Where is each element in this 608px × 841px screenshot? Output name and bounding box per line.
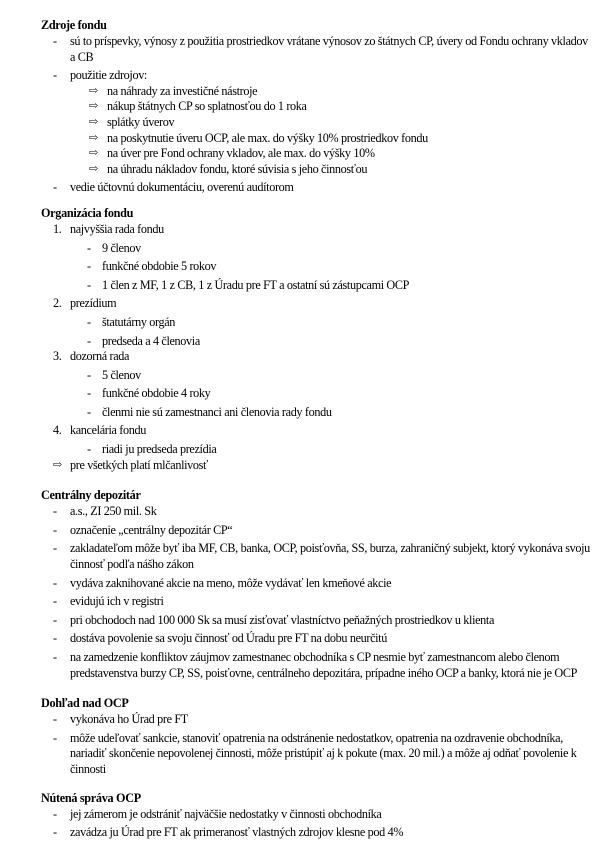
list-item: - vydáva zaknihované akcie na meno, môže vydávať len kmeňové akcie — [53, 575, 392, 590]
arrow-right-icon: ⇨ — [53, 458, 62, 471]
dash-bullet: - — [53, 504, 57, 519]
dash-bullet: - — [87, 386, 91, 401]
section-heading: Zdroje fondu — [41, 18, 107, 32]
dash-bullet: - — [53, 730, 57, 745]
dash-bullet: - — [87, 277, 91, 292]
arrow-right-icon: ⇨ — [89, 100, 98, 113]
dash-bullet: - — [53, 612, 57, 627]
dash-bullet: - — [87, 240, 91, 255]
dash-bullet: - — [87, 259, 91, 274]
sub-list-item: - členmi nie sú zamestnanci ani členovia rady fondu — [87, 404, 332, 419]
dash-bullet: - — [53, 541, 57, 556]
dash-bullet: - — [53, 34, 57, 48]
arrow-right-icon: ⇨ — [89, 147, 98, 160]
numbered-item: 4. kancelária fondu — [53, 423, 146, 438]
sub-list-item: - 9 členov — [87, 240, 141, 255]
dash-bullet: - — [53, 825, 57, 840]
dash-bullet: - — [53, 631, 57, 646]
section-heading: Organizácia fondu — [41, 205, 134, 220]
section-zdroje-fondu — [41, 17, 608, 196]
arrow-right-icon: ⇨ — [89, 162, 98, 175]
dash-bullet: - — [53, 650, 57, 664]
dash-bullet: - — [87, 367, 91, 382]
dash-bullet: - — [53, 806, 57, 821]
section-nutena-sprava-ocp — [41, 790, 608, 841]
note-item: ⇨ pre všetkých platí mlčanlivosť — [53, 457, 208, 472]
list-item: - na zamedzenie konfliktov záujmov zamestnanec obchodníka s CP nesmie byť zamestnancom alebo členom predstavenstva burzy CP, SS, poisťovne, centrálneho depozitára, prípadne iného OCP a banky, ktorá nie je OCP — [53, 650, 578, 680]
sub-list-item: - 1 člen z MF, 1 z CB, 1 z Úradu pre FT a ostatní sú zástupcami OCP — [87, 277, 410, 292]
arrow-right-icon: ⇨ — [89, 131, 98, 144]
list-item: - zavádza ju Úrad pre FT ak primeranosť vlastných zdrojov klesne pod 4% — [53, 825, 404, 840]
dash-bullet: - — [87, 314, 91, 329]
numbered-item: 1. najvyššia rada fondu — [53, 221, 164, 236]
sub-list-item: - riadi ju predseda prezídia — [87, 442, 217, 457]
section-heading: Dohľad nad OCP — [41, 696, 129, 711]
sub-list-item: - funkčné obdobie 4 roky — [87, 386, 211, 401]
list-item: - a.s., ZI 250 mil. Sk — [53, 504, 157, 519]
dash-bullet: - — [87, 404, 91, 419]
sub-list-item: - štatutárny orgán — [87, 314, 176, 329]
list-item: - pri obchodoch nad 100 000 Sk sa musí zisťovať vlastníctvo peňažných prostriedkov u klienta — [53, 612, 495, 627]
dash-bullet: - — [53, 180, 57, 195]
section-heading: Nútená správa OCP — [41, 790, 141, 805]
dash-bullet: - — [53, 68, 57, 83]
arrow-right-icon: ⇨ — [89, 84, 98, 97]
list-item: - zakladateľom môže byť iba MF, CB, banka, OCP, poisťovňa, SS, burza, zahraničný subjekt, ktorý vykonáva svoju činnosť podľa nášho zákon — [53, 541, 590, 572]
numbered-item: 3. dozorná rada — [53, 349, 130, 364]
list-item: - dostáva povolenie sa svoju činnosť od Úradu pre FT na dobu neurčitú — [53, 631, 387, 646]
sub-list-item: - 5 členov — [87, 367, 141, 382]
sub-list-item: ⇨ splátky úverov — [89, 114, 175, 129]
section-heading: Centrálny depozitár — [41, 488, 141, 503]
dash-bullet: - — [53, 522, 57, 537]
sub-list-item: ⇨ na náhrady za investičné nástroje — [89, 83, 258, 98]
list-item: - vedie účtovnú dokumentáciu, overenú audítorom — [53, 180, 294, 195]
sub-list-item: ⇨ nákup štátnych CP so splatnosťou do 1 roka — [89, 99, 307, 114]
sub-list-item: ⇨ na úver pre Fond ochrany vkladov, ale max. do výšky 10% — [89, 146, 375, 161]
list-item: - môže udeľovať sankcie, stanoviť opatrenia na odstránenie nedostatkov, opatrenia na ozdravenie obchodníka, nariadiť skončenie nepovolenej činnosti, môže pristúpiť aj k pokute (max. 20 mil.) a môže aj odňať povolenie k činnosti — [53, 730, 577, 776]
list-item: - evidujú ich v registri — [53, 594, 164, 609]
dash-bullet: - — [53, 712, 57, 727]
list-item: - vykonáva ho Úrad pre FT — [53, 712, 188, 727]
numbered-item: 2. prezídium — [53, 296, 117, 311]
list-item: - sú to príspevky, výnosy z použitia prostriedkov vrátane výnosov zo štátnych CP, úvery od Fondu ochrany vkladov a CB — [53, 34, 588, 64]
section-organizacia-fondu — [41, 205, 608, 473]
dash-bullet: - — [87, 333, 91, 348]
sub-list-item: - funkčné obdobie 5 rokov — [87, 259, 217, 274]
dash-bullet: - — [53, 594, 57, 609]
sub-list-item: ⇨ na poskytnutie úveru OCP, ale max. do výšky 10% prostriedkov fondu — [89, 130, 428, 145]
section-dohlad-nad-ocp — [41, 695, 608, 777]
section-centralny-depozitar — [41, 487, 608, 681]
dash-bullet: - — [87, 442, 91, 457]
list-item: - jej zámerom je odstrániť najväčšie nedostatky v činnosti obchodníka — [53, 806, 382, 821]
list-item: - použitie zdrojov: — [53, 68, 147, 83]
arrow-right-icon: ⇨ — [89, 115, 98, 128]
dash-bullet: - — [53, 575, 57, 590]
list-item: - označenie „centrálny depozitár CP“ — [53, 522, 233, 537]
sub-list-item: - predseda a 4 členovia — [87, 333, 200, 348]
sub-list-item: ⇨ na úhradu nákladov fondu, ktoré súvisia s jeho činnosťou — [89, 161, 368, 176]
